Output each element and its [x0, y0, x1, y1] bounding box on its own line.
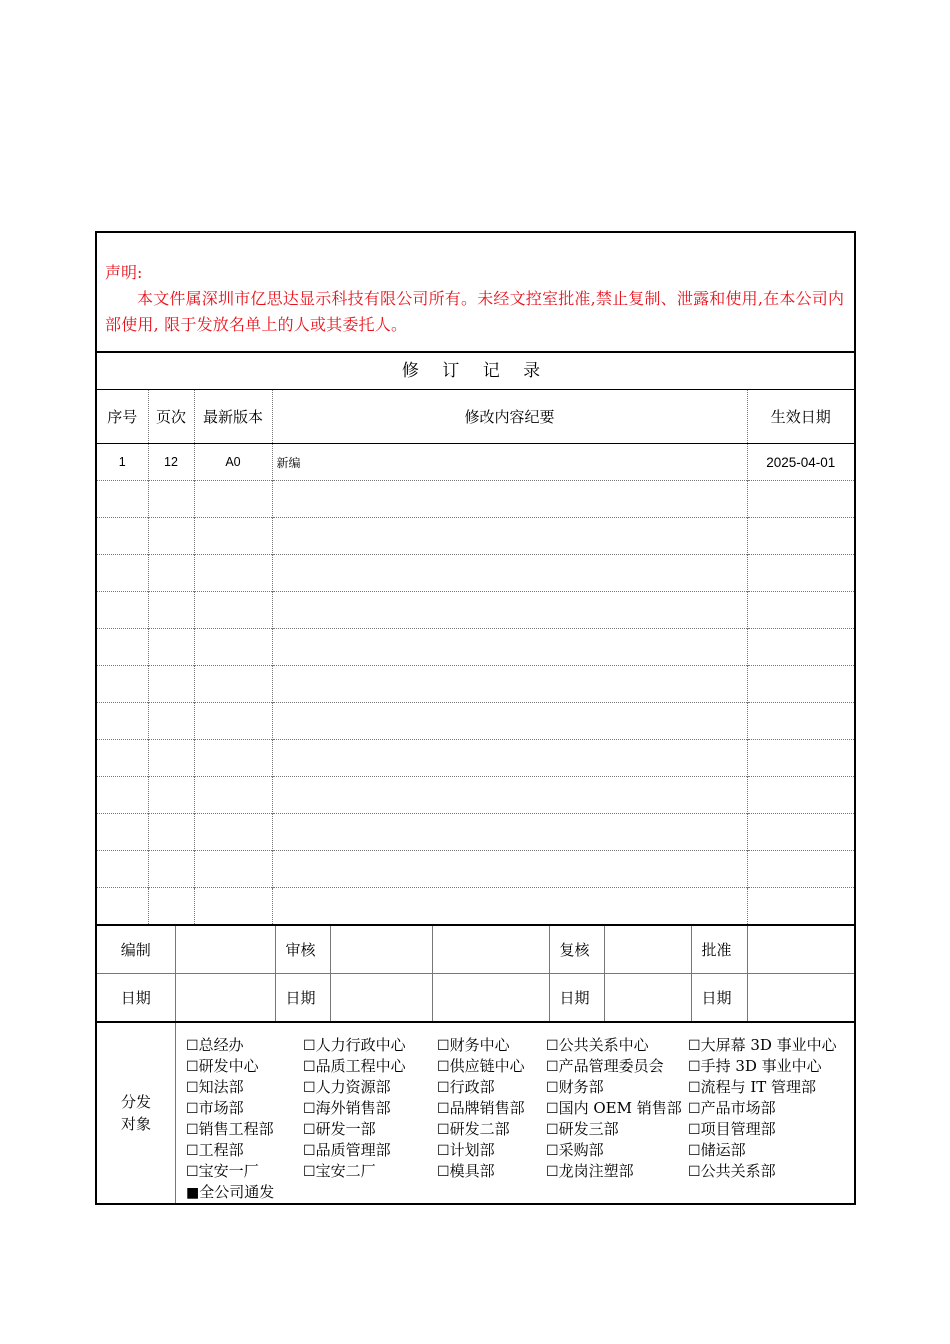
unchecked-box-icon: ☐	[437, 1038, 450, 1054]
checkbox-item[interactable]	[688, 1077, 848, 1098]
unchecked-box-icon: ☐	[688, 1038, 701, 1054]
checkbox-label: 品牌销售部	[449, 1099, 525, 1117]
cell-page	[148, 814, 194, 851]
checkbox-item[interactable]	[546, 1119, 688, 1140]
cell-seq	[97, 666, 148, 703]
unchecked-box-icon: ☐	[546, 1122, 559, 1138]
unchecked-box-icon: ☐	[546, 1038, 559, 1054]
unchecked-box-icon: ☐	[437, 1122, 450, 1138]
field-reviewed-a	[330, 925, 432, 974]
label-date-rechecked: 日期	[549, 974, 604, 1022]
checkbox-item[interactable]	[437, 1161, 546, 1182]
checkbox-item[interactable]	[437, 1035, 546, 1056]
cell-effective-date	[747, 592, 854, 629]
unchecked-box-icon: ☐	[186, 1143, 199, 1159]
cell-summary	[272, 814, 747, 851]
label-date-reviewed: 日期	[275, 974, 330, 1022]
checkbox-item[interactable]	[186, 1140, 303, 1161]
checkbox-item[interactable]	[186, 1161, 303, 1182]
checkbox-item[interactable]	[688, 1035, 848, 1056]
checkbox-label: 销售工程部	[198, 1120, 274, 1138]
cell-version	[194, 740, 272, 777]
revision-header-row	[97, 390, 854, 444]
cell-version	[194, 777, 272, 814]
label-rechecked: 复核	[549, 925, 604, 974]
cell-summary	[272, 592, 747, 629]
checkbox-item[interactable]	[186, 1098, 303, 1119]
label-date-prepared: 日期	[97, 974, 175, 1022]
unchecked-box-icon: ☐	[303, 1143, 316, 1159]
cell-seq	[97, 555, 148, 592]
unchecked-box-icon: ☐	[688, 1059, 701, 1075]
checkbox-item[interactable]	[688, 1098, 848, 1119]
checkbox-label: 模具部	[449, 1162, 495, 1180]
field-approved	[747, 925, 854, 974]
cell-summary	[272, 629, 747, 666]
cell-summary: 新编	[272, 444, 747, 481]
cell-page	[148, 481, 194, 518]
checkbox-item[interactable]	[303, 1035, 437, 1056]
checkbox-label: 研发中心	[198, 1057, 259, 1075]
unchecked-box-icon: ☐	[546, 1101, 559, 1117]
unchecked-box-icon: ☐	[303, 1164, 316, 1180]
label-date-approved: 日期	[691, 974, 747, 1022]
checkbox-all-company[interactable]	[186, 1182, 848, 1203]
checkbox-item[interactable]	[546, 1140, 688, 1161]
cell-page: 12	[148, 444, 194, 481]
col-header-summary: 修改内容纪要	[272, 390, 747, 444]
table-row	[97, 481, 854, 518]
checkbox-label: 流程与 IT 管理部	[700, 1078, 817, 1096]
cell-effective-date	[747, 666, 854, 703]
cell-effective-date: 2025-04-01	[747, 444, 854, 481]
cell-summary	[272, 703, 747, 740]
unchecked-box-icon: ☐	[437, 1080, 450, 1096]
cell-seq	[97, 777, 148, 814]
checkbox-label: 公共关系中心	[558, 1036, 649, 1054]
table-row	[97, 740, 854, 777]
label-approved: 批准	[691, 925, 747, 974]
col-header-seq: 序号	[97, 390, 148, 444]
cell-seq	[97, 740, 148, 777]
table-row	[97, 518, 854, 555]
checkbox-label: 市场部	[198, 1099, 244, 1117]
distribution-list	[176, 1023, 848, 1203]
checkbox-label: 项目管理部	[700, 1120, 776, 1138]
col-header-version: 最新版本	[194, 390, 272, 444]
cell-effective-date	[747, 851, 854, 888]
unchecked-box-icon: ☐	[688, 1164, 701, 1180]
checkbox-label: 全公司通发	[199, 1183, 275, 1201]
checkbox-label: 人力资源部	[315, 1078, 391, 1096]
unchecked-box-icon: ☐	[546, 1080, 559, 1096]
cell-effective-date	[747, 555, 854, 592]
label-prepared: 编制	[120, 941, 151, 959]
cell-version	[194, 629, 272, 666]
cell-seq	[97, 814, 148, 851]
checkbox-label: 研发一部	[315, 1120, 376, 1138]
cell-page	[148, 518, 194, 555]
cell-page	[148, 851, 194, 888]
label-reviewed: 审核	[275, 925, 330, 974]
unchecked-box-icon: ☐	[303, 1059, 316, 1075]
checkbox-item[interactable]	[303, 1161, 437, 1182]
cell-version	[194, 481, 272, 518]
revision-record-title: 修 订 记 录	[97, 353, 854, 390]
unchecked-box-icon: ☐	[186, 1101, 199, 1117]
col-header-effective-date: 生效日期	[747, 390, 854, 444]
field-date-reviewed-b	[432, 974, 549, 1022]
checkbox-label: 财务中心	[449, 1036, 510, 1054]
cell-summary	[272, 481, 747, 518]
checkbox-label: 行政部	[449, 1078, 495, 1096]
unchecked-box-icon: ☐	[303, 1122, 316, 1138]
cell-seq	[97, 851, 148, 888]
checkbox-label: 总经办	[198, 1036, 244, 1054]
table-row	[97, 444, 854, 481]
unchecked-box-icon: ☐	[546, 1164, 559, 1180]
cell-effective-date	[747, 518, 854, 555]
cell-page	[148, 777, 194, 814]
checkbox-label: 海外销售部	[315, 1099, 391, 1117]
cell-version: A0	[194, 444, 272, 481]
cell-effective-date	[747, 629, 854, 666]
checkbox-item[interactable]	[546, 1161, 688, 1182]
checkbox-label: 研发三部	[558, 1120, 619, 1138]
col-header-page: 页次	[148, 390, 194, 444]
field-prepared	[175, 925, 275, 974]
table-row	[97, 814, 854, 851]
unchecked-box-icon: ☐	[437, 1059, 450, 1075]
cell-version	[194, 592, 272, 629]
field-date-reviewed-a	[330, 974, 432, 1022]
cell-version	[194, 518, 272, 555]
unchecked-box-icon: ☐	[186, 1059, 199, 1075]
unchecked-box-icon: ☐	[303, 1101, 316, 1117]
cell-page	[148, 740, 194, 777]
field-date-prepared	[175, 974, 275, 1022]
field-date-rechecked	[604, 974, 691, 1022]
checkbox-item[interactable]	[186, 1077, 303, 1098]
cell-seq	[97, 592, 148, 629]
table-row	[97, 629, 854, 666]
unchecked-box-icon: ☐	[688, 1122, 701, 1138]
distribution-label-line1: 分发	[120, 1093, 151, 1111]
cell-summary	[272, 518, 747, 555]
table-row	[97, 555, 854, 592]
checkbox-label: 工程部	[198, 1141, 244, 1159]
checkbox-label: 计划部	[449, 1141, 495, 1159]
cell-effective-date	[747, 703, 854, 740]
checked-box-icon: ■	[186, 1185, 200, 1201]
checkbox-item[interactable]	[546, 1035, 688, 1056]
checkbox-label: 手持 3D 事业中心	[700, 1057, 822, 1075]
cell-summary	[272, 888, 747, 925]
checkbox-item[interactable]	[688, 1161, 848, 1182]
cell-version	[194, 814, 272, 851]
unchecked-box-icon: ☐	[186, 1122, 199, 1138]
cell-effective-date	[747, 740, 854, 777]
checkbox-label: 品质工程中心	[315, 1057, 406, 1075]
checkbox-item[interactable]	[303, 1119, 437, 1140]
checkbox-label: 品质管理部	[315, 1141, 391, 1159]
signoff-table	[97, 924, 854, 1021]
cell-seq	[97, 629, 148, 666]
checkbox-item[interactable]	[303, 1056, 437, 1077]
cell-version	[194, 888, 272, 925]
cell-page	[148, 555, 194, 592]
cell-page	[148, 703, 194, 740]
checkbox-item[interactable]	[303, 1140, 437, 1161]
cell-seq: 1	[118, 455, 126, 469]
cell-effective-date	[747, 814, 854, 851]
signoff-row-dates	[97, 974, 854, 1022]
cell-summary	[272, 740, 747, 777]
checkbox-item[interactable]	[437, 1098, 546, 1119]
table-row	[97, 592, 854, 629]
checkbox-item[interactable]	[186, 1035, 303, 1056]
checkbox-item[interactable]	[688, 1119, 848, 1140]
checkbox-item[interactable]	[546, 1098, 688, 1119]
distribution-section	[97, 1021, 854, 1203]
checkbox-label: 国内 OEM 销售部	[558, 1099, 682, 1117]
unchecked-box-icon: ☐	[303, 1080, 316, 1096]
checkbox-item[interactable]	[688, 1140, 848, 1161]
table-row	[97, 851, 854, 888]
cell-page	[148, 666, 194, 703]
cell-version	[194, 851, 272, 888]
cell-effective-date	[747, 888, 854, 925]
checkbox-label: 人力行政中心	[315, 1036, 406, 1054]
field-date-approved	[747, 974, 854, 1022]
checkbox-item[interactable]	[437, 1077, 546, 1098]
checkbox-label: 采购部	[558, 1141, 604, 1159]
checkbox-label: 公共关系部	[700, 1162, 776, 1180]
unchecked-box-icon: ☐	[688, 1143, 701, 1159]
document-frame	[95, 231, 856, 1205]
checkbox-label: 储运部	[700, 1141, 746, 1159]
checkbox-item[interactable]	[437, 1056, 546, 1077]
cell-version	[194, 666, 272, 703]
checkbox-item[interactable]	[546, 1077, 688, 1098]
unchecked-box-icon: ☐	[186, 1164, 199, 1180]
checkbox-label: 供应链中心	[449, 1057, 525, 1075]
unchecked-box-icon: ☐	[688, 1080, 701, 1096]
distribution-label	[97, 1023, 176, 1203]
cell-seq	[97, 481, 148, 518]
checkbox-item[interactable]	[303, 1098, 437, 1119]
cell-version	[194, 703, 272, 740]
signoff-row-roles	[97, 925, 854, 974]
field-reviewed-b	[432, 925, 549, 974]
distribution-checkbox-grid	[186, 1035, 848, 1182]
cell-page	[148, 629, 194, 666]
checkbox-item[interactable]	[546, 1056, 688, 1077]
cell-summary	[272, 555, 747, 592]
checkbox-item[interactable]	[437, 1119, 546, 1140]
checkbox-item[interactable]	[186, 1119, 303, 1140]
cell-seq	[97, 518, 148, 555]
table-row	[97, 888, 854, 925]
field-rechecked	[604, 925, 691, 974]
unchecked-box-icon: ☐	[303, 1038, 316, 1054]
unchecked-box-icon: ☐	[437, 1164, 450, 1180]
cell-summary	[272, 777, 747, 814]
checkbox-label: 知法部	[198, 1078, 244, 1096]
table-row	[97, 666, 854, 703]
copyright-notice	[97, 233, 854, 353]
cell-page	[148, 888, 194, 925]
cell-summary	[272, 666, 747, 703]
unchecked-box-icon: ☐	[186, 1080, 199, 1096]
checkbox-label: 大屏幕 3D 事业中心	[700, 1036, 837, 1054]
notice-title: 声明:	[105, 263, 143, 282]
cell-seq	[97, 703, 148, 740]
cell-effective-date	[747, 481, 854, 518]
checkbox-label: 产品市场部	[700, 1099, 776, 1117]
notice-body: 本文件属深圳市亿思达显示科技有限公司所有。未经文控室批准,禁止复制、泄露和使用,在本公司内部使用, 限于发放名单上的人或其委托人。	[105, 289, 845, 334]
checkbox-label: 产品管理委员会	[558, 1057, 664, 1075]
checkbox-item[interactable]	[437, 1140, 546, 1161]
unchecked-box-icon: ☐	[546, 1143, 559, 1159]
unchecked-box-icon: ☐	[546, 1059, 559, 1075]
unchecked-box-icon: ☐	[688, 1101, 701, 1117]
cell-page	[148, 592, 194, 629]
checkbox-label: 财务部	[558, 1078, 604, 1096]
table-row	[97, 777, 854, 814]
unchecked-box-icon: ☐	[437, 1101, 450, 1117]
unchecked-box-icon: ☐	[186, 1038, 199, 1054]
distribution-label-line2: 对象	[120, 1115, 151, 1133]
checkbox-item[interactable]	[688, 1056, 848, 1077]
checkbox-item[interactable]	[303, 1077, 437, 1098]
checkbox-label: 研发二部	[449, 1120, 510, 1138]
cell-seq	[97, 888, 148, 925]
cell-effective-date	[747, 777, 854, 814]
checkbox-label: 龙岗注塑部	[558, 1162, 634, 1180]
checkbox-label: 宝安二厂	[315, 1162, 376, 1180]
cell-summary	[272, 851, 747, 888]
revision-table	[97, 390, 854, 924]
checkbox-item[interactable]	[186, 1056, 303, 1077]
unchecked-box-icon: ☐	[437, 1143, 450, 1159]
table-row	[97, 703, 854, 740]
checkbox-label: 宝安一厂	[198, 1162, 259, 1180]
cell-version	[194, 555, 272, 592]
